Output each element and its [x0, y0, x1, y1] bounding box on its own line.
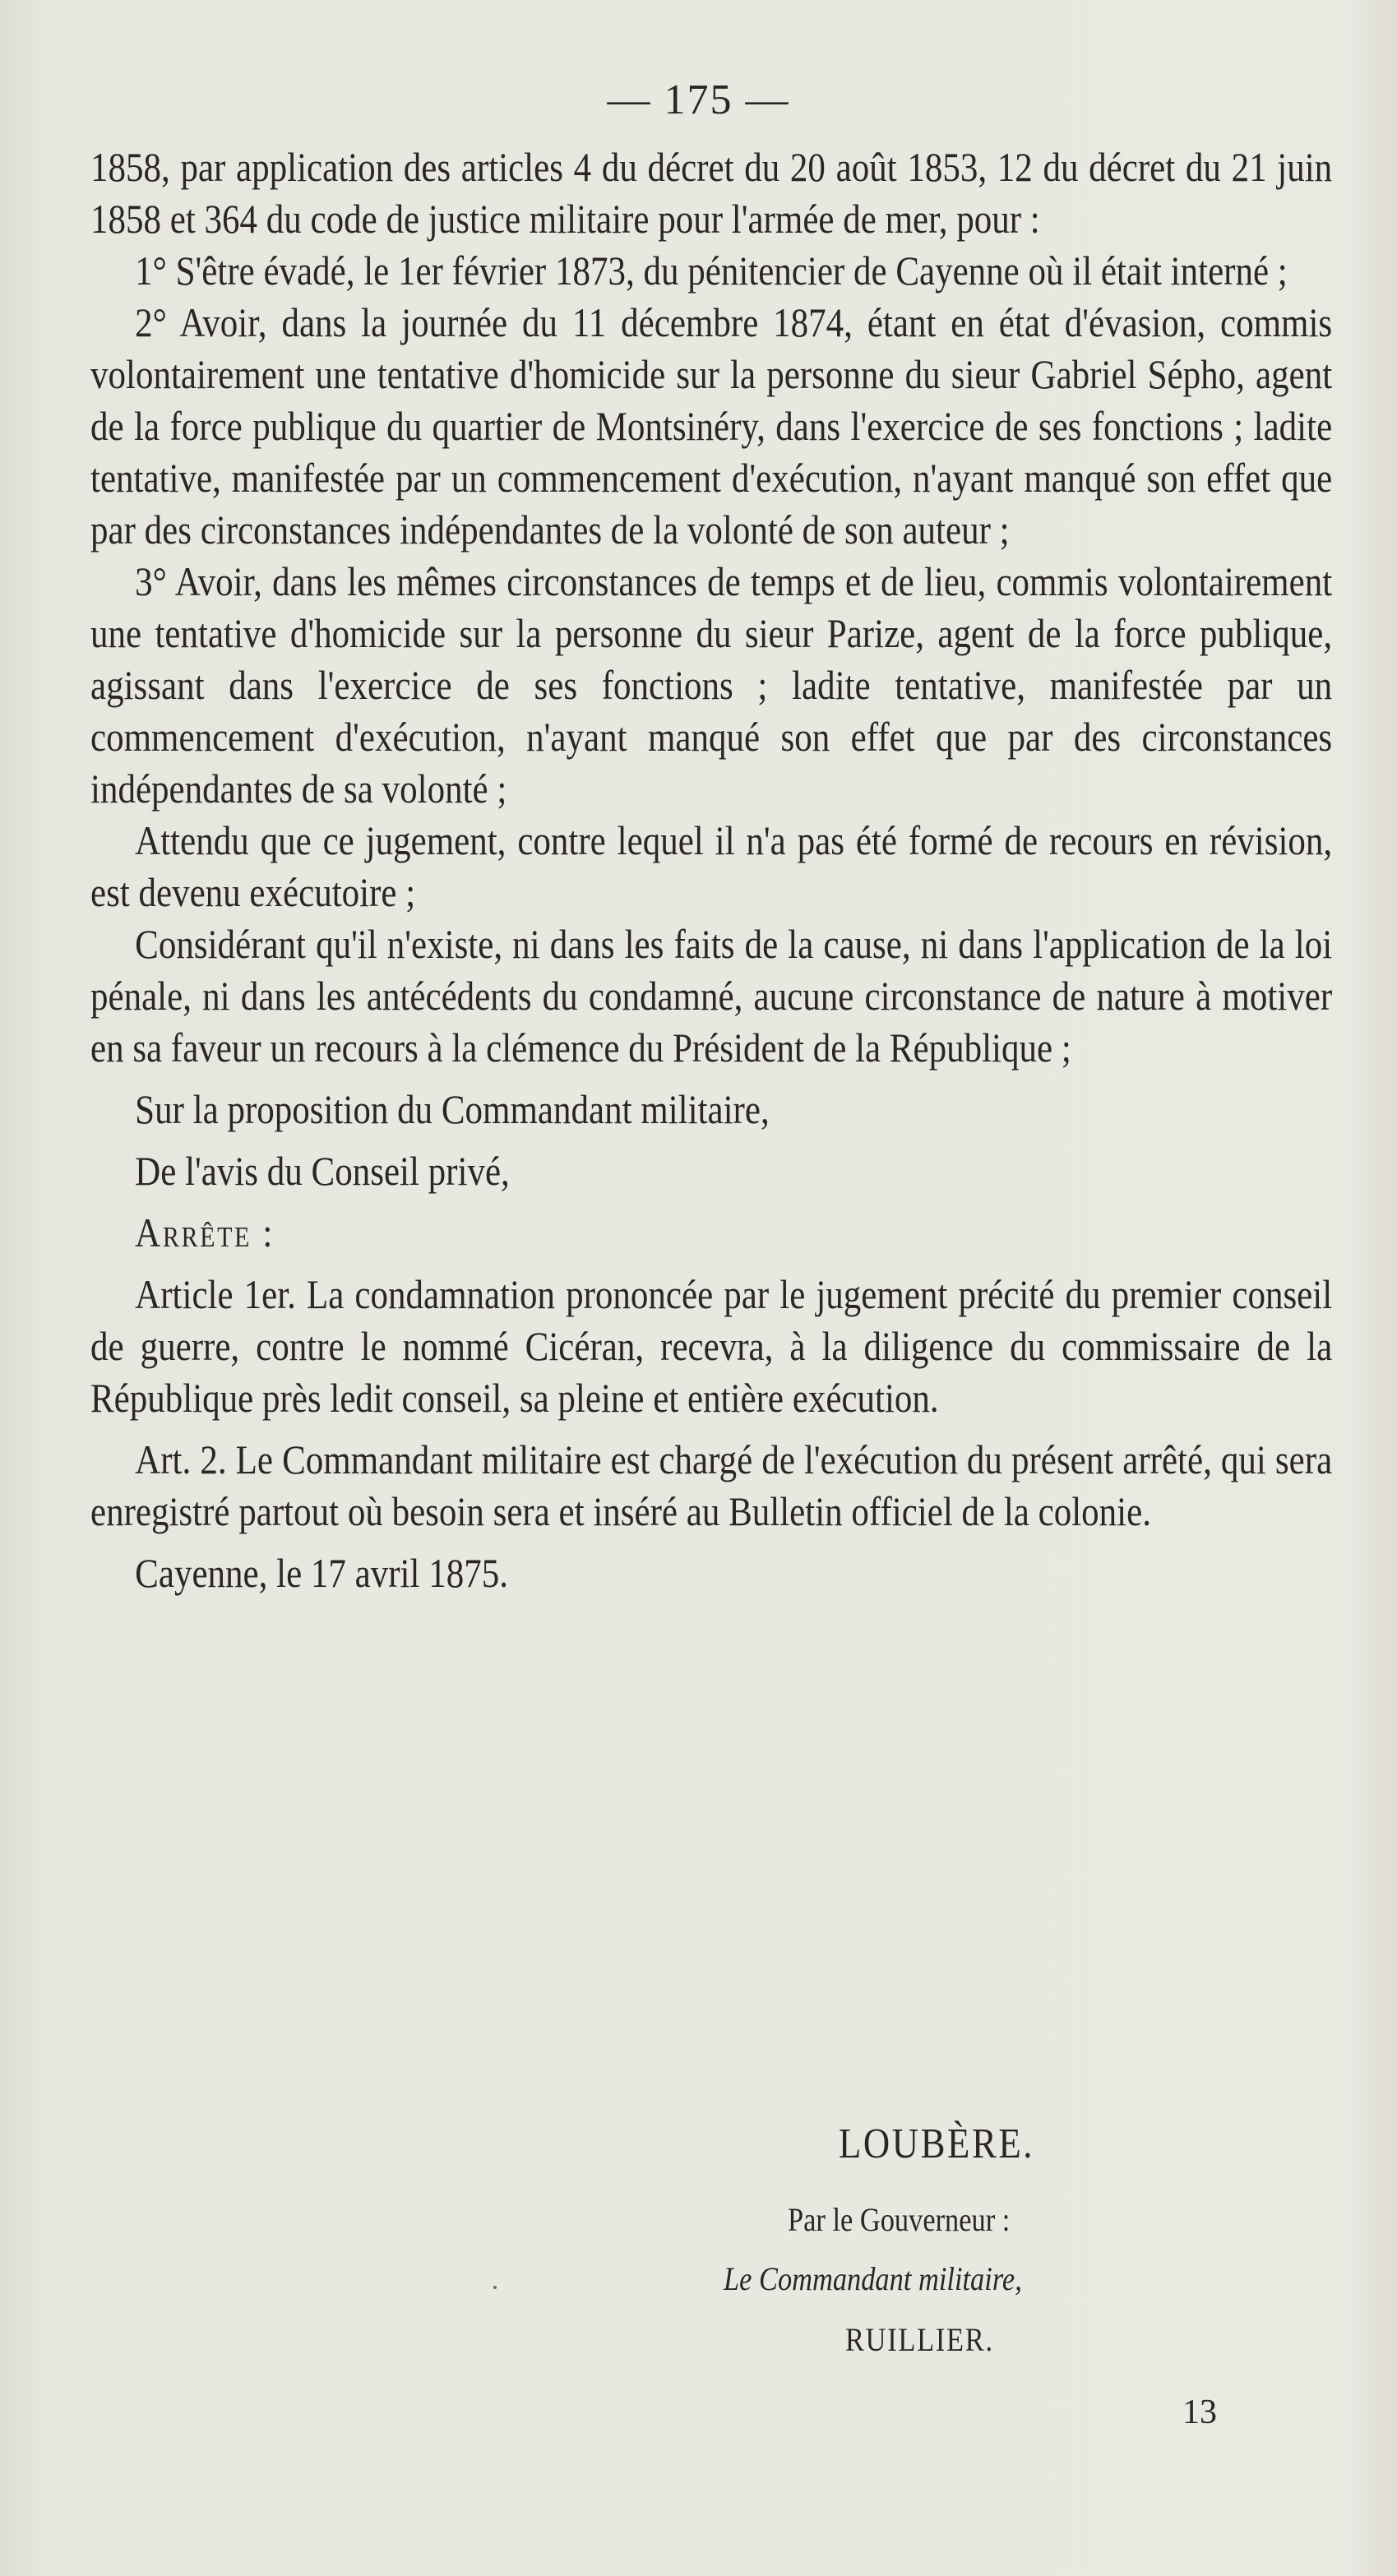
- signature-role: Le Commandant militaire,: [724, 2260, 1022, 2297]
- signature-commandant: RUILLIER.: [845, 2321, 994, 2358]
- paragraph-item-2: 2° Avoir, dans la journée du 11 décembre 1874, étant en état d'évasion, commis volontairement une tentative d'homicide sur la personne du sieur Gabriel Sépho, agent de la force publique du quartier de Montsinéry, dans l'exercice de ses fonctions ; ladite tentative, manifestée par un commencement d'exécution, n'ayant manqué son effet que par des circonstances indépendantes de la volonté de son auteur ;: [90, 299, 1333, 553]
- signature-governor: LOUBÈRE.: [839, 2120, 1035, 2167]
- paragraph-attendu: Attendu que ce jugement, contre lequel il n'a pas été formé de recours en révision, est devenu exécutoire ;: [90, 817, 1333, 915]
- paragraph-intro: 1858, par application des articles 4 du décret du 20 août 1853, 12 du décret du 21 juin 1858 et 364 du code de justice militaire pour l'armée de mer, pour :: [90, 144, 1333, 242]
- paragraph-proposition: Sur la proposition du Commandant militaire,: [135, 1086, 770, 1132]
- paragraph-article-2: Art. 2. Le Commandant militaire est chargé de l'exécution du présent arrêté, qui sera enregistré partout où besoin sera et inséré au Bulletin officiel de la colonie.: [90, 1436, 1333, 1534]
- signature-par-label: Par le Gouverneur :: [788, 2201, 1011, 2238]
- sheet-number: 13: [1182, 2393, 1217, 2431]
- paragraph-item-3: 3° Avoir, dans les mêmes circonstances de temps et de lieu, commis volontairement une tentative d'homicide sur la personne du sieur Parize, agent de la force publique, agissant dans l'exercice de ses fonctions ; ladite tentative, manifestée par un commencement d'exécution, n'ayant manqué son effet que par des circonstances indépendantes de sa volonté ;: [90, 558, 1333, 812]
- paragraph-item-1: 1° S'être évadé, le 1er février 1873, du pénitencier de Cayenne où il était interné ;: [135, 247, 1288, 294]
- paragraph-arrete: Arrête :: [135, 1209, 275, 1256]
- body-text: [90, 141, 1332, 1599]
- page-header: — 175 —: [607, 76, 790, 123]
- paragraph-avis: De l'avis du Conseil privé,: [135, 1148, 510, 1194]
- ink-speck: [493, 2286, 497, 2289]
- paragraph-date: Cayenne, le 17 avril 1875.: [135, 1550, 508, 1596]
- paragraph-considerant: Considérant qu'il n'existe, ni dans les faits de la cause, ni dans l'application de la loi pénale, ni dans les antécédents du condamné, aucune circonstance de nature à motiver en sa faveur un recours à la clémence du Président de la République ;: [90, 921, 1333, 1071]
- paragraph-article-1: Article 1er. La condamnation prononcée par le jugement précité du premier conseil de guerre, contre le nommé Cicéran, recevra, à la diligence du commissaire de la République près ledit conseil, sa pleine et entière exécution.: [90, 1271, 1333, 1421]
